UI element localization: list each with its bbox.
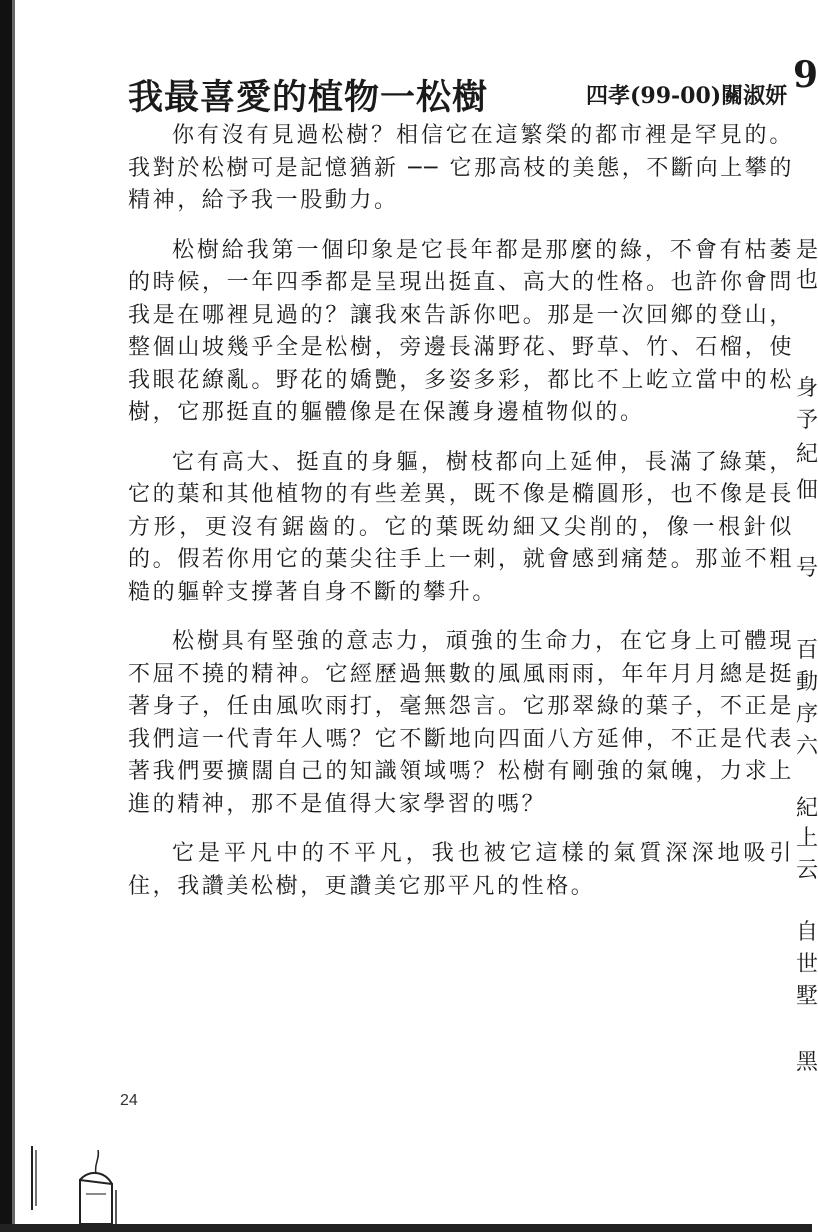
paragraph-5: 它是平凡中的不平凡，我也被它這樣的氣質深深地吸引住，我讚美松樹，更讚美它那平凡的性格。 <box>128 841 794 899</box>
page-edge-shadow <box>12 0 15 1232</box>
margin-fragment: 号 <box>796 556 818 581</box>
page-number: 24 <box>120 1092 138 1109</box>
margin-fragment: 自 <box>796 920 818 945</box>
margin-fragment-corner: 9 <box>792 54 818 96</box>
margin-fragment: 黑 <box>796 1050 818 1075</box>
margin-fragment: 動 <box>796 670 818 695</box>
margin-fragment: 六 <box>796 734 818 759</box>
paragraph-1: 你有沒有見過松樹？相信它在這繁榮的都市裡是罕見的。我對於松樹可是記憶猶新 ── 它那高枝的美態，不斷向上攀的精神，給予我一股動力。 <box>128 123 794 213</box>
margin-fragment: 予 <box>796 408 818 433</box>
margin-fragment: 百 <box>796 638 818 663</box>
article-title: 我最喜愛的植物一松樹 <box>128 77 489 118</box>
margin-fragment: 佃 <box>796 478 818 503</box>
page-edge-left <box>0 0 12 1232</box>
margin-fragment: 序 <box>796 702 818 727</box>
margin-fragment: 是 <box>796 238 818 263</box>
author-byline: 四孝(99-00)關淑妍 <box>586 83 788 109</box>
margin-fragment: 也 <box>796 268 818 293</box>
margin-fragment: 身 <box>796 376 818 401</box>
article-body <box>128 120 794 920</box>
corner-doodle-illustration <box>18 1140 128 1228</box>
paragraph-3: 它有高大、挺直的身軀，樹枝都向上延伸，長滿了綠葉，它的葉和其他植物的有些差異，既不像是橢圓形，也不像是長方形，更沒有鋸齒的。它的葉既幼細又尖削的，像一根針似的。假若你用它的葉尖往手上一刺，就會感到痛楚。那並不粗糙的軀幹支撐著自身不斷的攀升。 <box>128 449 794 605</box>
margin-fragment: 世 <box>796 952 818 977</box>
margin-fragment: 上 <box>796 826 818 851</box>
adjacent-page-margin <box>792 0 818 1232</box>
margin-fragment: 紀 <box>796 442 818 467</box>
paragraph-4: 松樹具有堅強的意志力，頑強的生命力，在它身上可體現不屈不撓的精神。它經歷過無數的風風雨雨，年年月月總是挺著身子，任由風吹雨打，毫無怨言。它那翠綠的葉子，不正是我們這一代青年人嗎？它不斷地向四面八方延伸，不正是代表著我們要擴闊自己的知識領域嗎？松樹有剛強的氣魄，力求上進的精神，那不是值得大家學習的嗎？ <box>128 629 794 817</box>
article-header <box>128 70 812 120</box>
margin-fragment: 云 <box>796 858 818 883</box>
paragraph-2: 松樹給我第一個印象是它長年都是那麼的綠，不會有枯萎的時候，一年四季都是呈現出挺直、高大的性格。也許你會問我是在哪裡見過的？讓我來告訴你吧。那是一次回鄉的登山，整個山坡幾乎全是松樹，旁邊長滿野花、野草、竹、石榴，使我眼花繚亂。野花的嬌艷，多姿多彩，都比不上屹立當中的松樹，它那挺直的軀體像是在保護身邊植物似的。 <box>128 237 794 425</box>
margin-fragment: 墅 <box>796 984 818 1009</box>
margin-fragment: 紀 <box>796 796 818 821</box>
